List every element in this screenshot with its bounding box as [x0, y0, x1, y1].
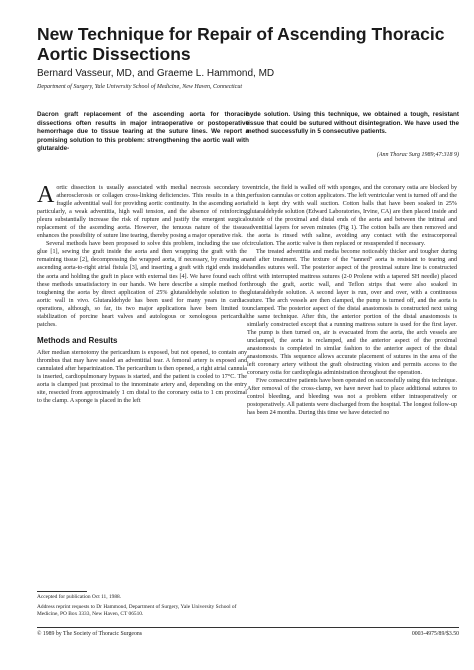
footnote-divider: [37, 591, 87, 592]
abstract-left: Dacron graft replacement of the ascending aorta for thoracic dissections often results in major intraoperative or postoperative hemorrhage due to tissue tearing at the suture lines. We report a promising solution to this problem: strengthening the aortic wall with glutaralde-: [37, 111, 249, 153]
bottom-divider: [37, 627, 459, 628]
section-heading: Methods and Results: [37, 335, 118, 345]
issn: 0003-4975/89/$3.50: [411, 631, 459, 637]
body-paragraph: The treated adventitia and media become noticeably thicker and tougher during and after treatment. The texture of the "tanned" aorta is resistant to tearing and handles sutures well. The posterior aspect of the proximal suture line is constructed first with interrupted mattress sutures (2-0 Prolene with a tapered SH needle) placed through the graft, aortic wall, and Teflon strips that were also soaked in glutaraldehyde solution. A second layer is run, over and over, with a continuous suture. The arch vessels are then clamped, the pump is turned off, and the aorta is unclamped. The posterior aspect of the distal anastomosis is constructed next using the same technique. After this, the anterior portion of the distal anastomosis is similarly constructed except that a running mattress suture is used for the first layer. The pump is then turned on, air is evacuated from the aorta, the arch vessels are unclamped, the aorta is reclamped, and the anterior aspect of the proximal anastomosis is completed in similar fashion to the anterior aspect of the distal anastomosis. This sequence allows accurate placement of sutures in the area of the left coronary artery without the graft obstructing vision and permits access to the coronary ostia for cardioplegia administration throughout the operation.: [247, 249, 457, 377]
author-affiliation: Department of Surgery, Yale University School of Medicine, New Haven, Connecticut: [37, 84, 243, 90]
intro-text: ortic dissection is usually associated with medial necrosis secondary to atherosclerosis or collagen cross-linking deficiencies. This results in a thin, fragile adventitial wall for providing aortic continuity. In the ascending aorta particularly, a weak adventitia, high wall tension, and the absence of reinforcing pleura substantially increase the risk of rupture and justify the emergent surgical replacement of the ascending aorta. However, the tenuous nature of the tissue enhances the possibility of suture line tearing, thereby posing a major operative risk.: [37, 185, 247, 240]
article-authors: Bernard Vasseur, MD, and Graeme L. Hammond, MD: [37, 68, 275, 79]
body-column-left: [37, 184, 247, 405]
copyright: © 1989 by The Society of Thoracic Surgeons: [37, 631, 143, 637]
drop-cap: A: [37, 182, 55, 208]
abstract-right: hyde solution. Using this technique, we obtained a tough, resistant tissue that could be sutured without disintegration. We have used the method successfully in 5 consecutive patients.: [246, 111, 459, 136]
body-paragraph: Several methods have been proposed to solve this problem, including the use of glue [1], sewing the graft inside the aorta and then wrapping the graft with the remaining tissue [2], decompressing the wrapped aorta, if necessary, by creating an ascending aorta-to-right atrial fistula [3], and inserting a graft with rigid ends inside the aorta and holding the graft in place with external ties [4]. We have found each of these methods unsatisfactory in our hands. We here describe a simple method for toughening the aorta by direct application of 25% glutaraldehyde solution to the aortic wall in vivo. Glutaraldehyde has been used for many years in cardiac operations, although, so far, its two major applications have been limited to stabilization of porcine heart valves and autologous or xenologous pericardial patches.: [37, 241, 247, 328]
body-column-right: [247, 184, 457, 417]
intro-paragraph: [37, 184, 247, 240]
body-paragraph: ventricle, the field is walled off with sponges, and the coronary ostia are blocked by perfusion cannulas or cotton applicators. The left ventricular vent is turned off and the field is kept dry with wall suction. Cotton balls that have been soaked in 25% glutaraldehyde solution (Edward Laboratories, Irvine, CA) are then placed inside and outside of the proximal and distal ends of the aorta and between the intimal and adventitial layers for seven minutes (Fig 1). The cotton balls are then removed and the aorta is rinsed with saline, avoiding any contact with the extracorporeal circulation. The aortic valve is then replaced or resuspended if necessary.: [247, 185, 457, 248]
body-paragraph: Five consecutive patients have been operated on successfully using this technique. After removal of the cross-clamp, we have never had to place additional sutures to control bleeding, and bleeding was not a problem either intraoperatively or postoperatively. All patients were discharged from the hospital. The longest follow-up has been 24 months. During this time we have detected no: [247, 378, 457, 417]
footnote-accepted: Accepted for publication Oct 11, 1988.: [37, 594, 122, 600]
footnote-address: Address reprint requests to Dr Hammond, Department of Surgery, Yale University School of Medicine, PO Box 3333, New Haven, CT 06510.: [37, 604, 237, 617]
citation: (Ann Thorac Surg 1989;47:318 9): [376, 152, 459, 158]
methods-paragraph: After median sternotomy the pericardium is exposed, but not opened, to contain any thrombus that may have sealed an adventitial tear. A femoral artery is exposed and cannulated after heparinization. The pericardium is then opened, a right atrial cannula is inserted, cardiopulmonary bypass is started, and the patient is cooled to 17°C. The aorta is clamped just proximal to the innominate artery and, depending on the entry site, resected from approximately 1 cm distal to the coronary ostia to 1 cm proximal to the clamp. A sponge is placed in the left: [37, 349, 247, 405]
article-title: New Technique for Repair of Ascending Thoracic Aortic Dissections: [37, 24, 445, 64]
